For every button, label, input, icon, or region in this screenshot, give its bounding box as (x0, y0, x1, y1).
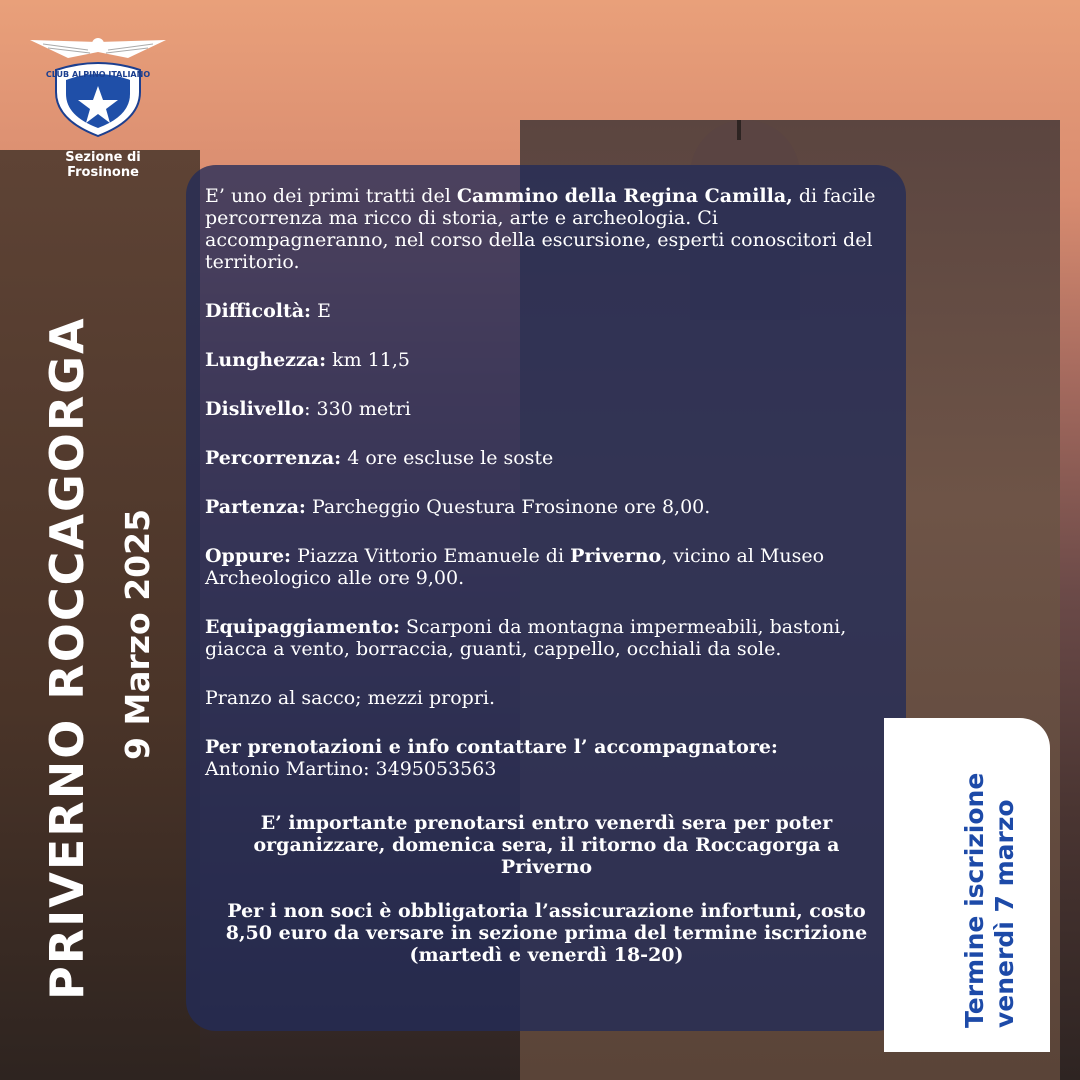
detail-elevation (205, 398, 888, 420)
deadline-line2: venerdì 7 marzo (990, 799, 1019, 1028)
detail-highlight: Priverno (570, 545, 662, 567)
info-panel (186, 165, 906, 1031)
notice-booking: E’ importante prenotarsi entro venerdì sera per poter organizzare, domenica sera, il ritorno da Roccagorga a Priverno (253, 812, 840, 878)
detail-value: km 11,5 (326, 349, 411, 371)
detail-alternative (205, 545, 888, 589)
detail-value-end: , vicino al Museo Archeologico alle ore 9,00. (205, 545, 825, 589)
detail-label: Oppure: (205, 545, 292, 567)
contact-value: Antonio Martino: 3495053563 (205, 758, 497, 780)
detail-length (205, 349, 888, 371)
deadline-text (960, 773, 1020, 1028)
cathedral-building (0, 150, 200, 1080)
contact-info (205, 736, 888, 780)
detail-departure (205, 496, 888, 518)
detail-label: Lunghezza: (205, 349, 327, 371)
event-title (40, 316, 94, 1000)
detail-value: E (311, 300, 331, 322)
deadline-line1: Termine iscrizione (960, 772, 989, 1028)
cai-logo (28, 30, 168, 140)
detail-value: 4 ore escluse le soste (341, 447, 554, 469)
section-name: Sezione di Frosinone (65, 150, 141, 180)
detail-label: Percorrenza: (205, 447, 342, 469)
detail-label: Partenza: (205, 496, 306, 518)
detail-duration (205, 447, 888, 469)
intro-highlight: Cammino della Regina Camilla, (456, 185, 793, 207)
intro-text-end: di facile percorrenza ma ricco di storia, arte e archeologia. Ci accompagneranno, nel corso della escursione, esperti conoscitori del territorio. (205, 185, 876, 273)
intro-text: E’ uno dei primi tratti del (205, 185, 457, 207)
lunch-note: Pranzo al sacco; mezzi propri. (205, 687, 496, 709)
contact-label: Per prenotazioni e info contattare l’ accompagnatore: (205, 736, 778, 758)
detail-equipment (205, 616, 888, 660)
intro-paragraph (205, 185, 888, 273)
detail-value: Parcheggio Questura Frosinone ore 8,00. (305, 496, 711, 518)
detail-label: Dislivello (205, 398, 305, 420)
cross-icon (737, 120, 741, 140)
detail-difficulty (205, 300, 888, 322)
detail-value: Scarponi da montagna impermeabili, bastoni, giacca a vento, borraccia, guanti, cappello, occhiali da sole. (205, 616, 847, 660)
notice-insurance: Per i non soci è obbligatoria l’assicurazione infortuni, costo 8,50 euro da versare in sezione prima del termine iscrizione (martedì e venerdì 18-20) (225, 900, 868, 966)
detail-value: : 330 metri (304, 398, 411, 420)
logo-ring-text: CLUB ALPINO ITALIANO (45, 70, 151, 79)
detail-label: Difficoltà: (205, 300, 312, 322)
event-title-text: PRIVERNO ROCCAGORGA (40, 316, 94, 1000)
event-date: 9 Marzo 2025 (118, 508, 157, 760)
detail-label: Equipaggiamento: (205, 616, 400, 638)
detail-value: Piazza Vittorio Emanuele di (291, 545, 571, 567)
